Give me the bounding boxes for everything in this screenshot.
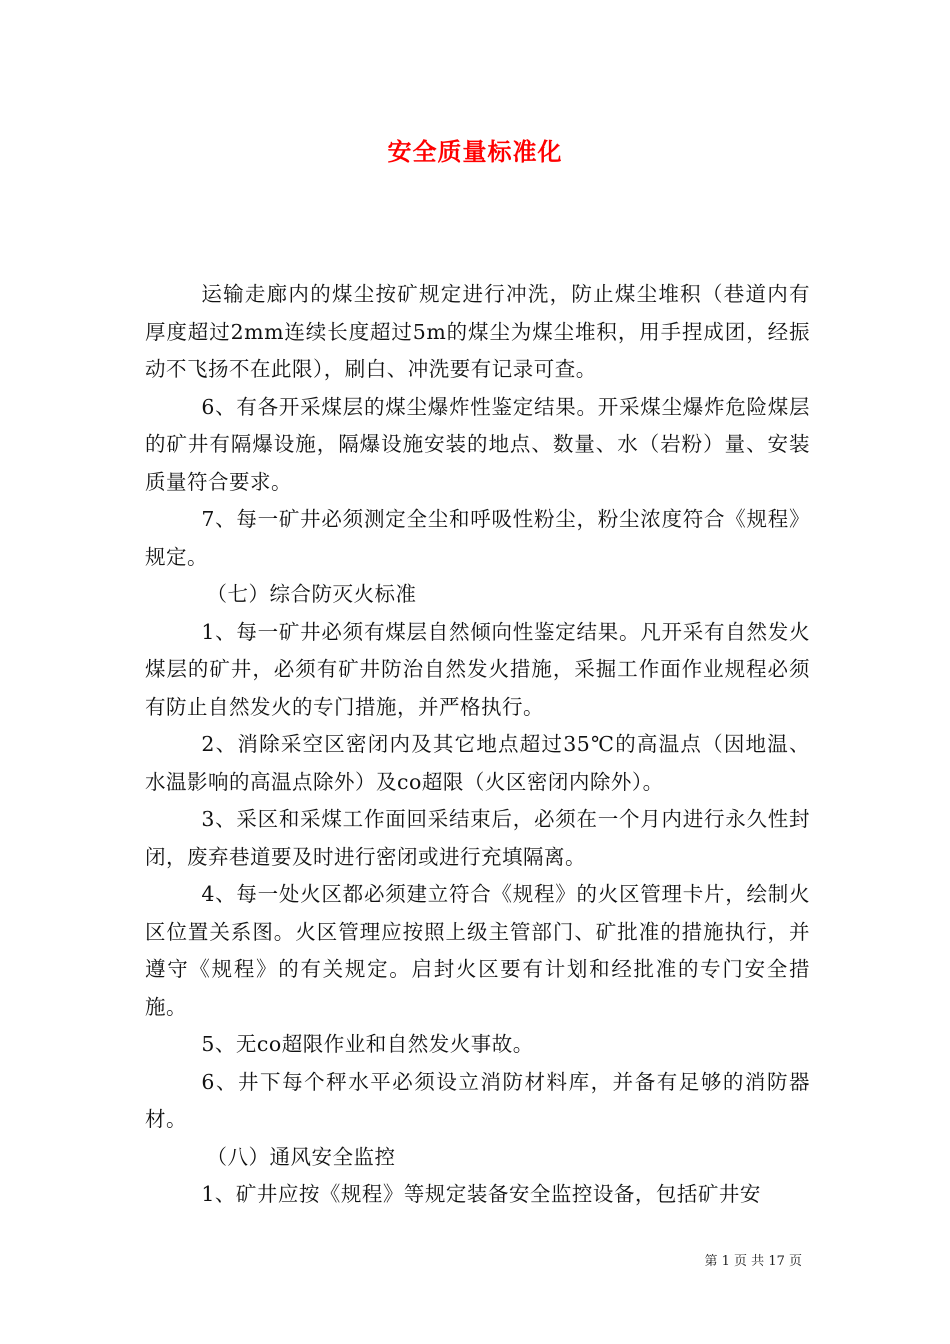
paragraph-fire-item-1: 1、每一矿井必须有煤层自然倾向性鉴定结果。凡开采有自然发火煤层的矿井，必须有矿井防治自然发火措施，采掘工作面作业规程必须有防止自然发火的专门措施，并严格执行。 (145, 619, 810, 719)
paragraph-fire-item-5: 5、无co超限作业和自然发火事故。 (201, 1032, 534, 1056)
paragraph-fire-item-6: 6、井下每个秤水平必须设立消防材料库，并备有足够的消防器材。 (145, 1069, 810, 1131)
paragraph-monitoring-item-1: 1、矿井应按《规程》等规定装备安全监控设备，包括矿井安 (201, 1182, 761, 1206)
paragraph-coal-dust-flushing: 运输走廊内的煤尘按矿规定进行冲洗，防止煤尘堆积（巷道内有厚度超过2mm连续长度超过5m的煤尘为煤尘堆积，用手捏成团，经振动不飞扬不在此限），刷白、冲洗要有记录可查。 (145, 282, 810, 381)
section-heading-ventilation-monitoring: （八）通风安全监控 (206, 1144, 396, 1169)
paragraph-fire-item-4: 4、每一处火区都必须建立符合《规程》的火区管理卡片，绘制火区位置关系图。火区管理应按照上级主管部门、矿批准的措施执行，并遵守《规程》的有关规定。启封火区要有计划和经批准的专门安全措施。 (145, 882, 810, 1019)
paragraph-fire-item-2: 2、消除采空区密闭内及其它地点超过35℃的高温点（因地温、水温影响的高温点除外）及co超限（火区密闭内除外）。 (145, 732, 810, 794)
page-number: 第 1 页 共 17 页 (704, 1254, 802, 1269)
section-heading-fire-prevention: （七）综合防灭火标准 (206, 582, 417, 606)
paragraph-item-6-explosion-test: 6、有各开采煤层的煤尘爆炸性鉴定结果。开采煤尘爆炸危险煤层的矿井有隔爆设施，隔爆设施安装的地点、数量、水（岩粉）量、安装质量符合要求。 (145, 394, 810, 494)
page-title: 安全质量标准化 (387, 138, 563, 166)
document-body (145, 276, 810, 1214)
paragraph-fire-item-3: 3、采区和采煤工作面回采结束后，必须在一个月内进行永久性封闭，废弃巷道要及时进行密闭或进行充填隔离。 (145, 807, 810, 869)
paragraph-item-7-dust-measurement: 7、每一矿井必须测定全尘和呼吸性粉尘，粉尘浓度符合《规程》规定。 (145, 507, 810, 569)
